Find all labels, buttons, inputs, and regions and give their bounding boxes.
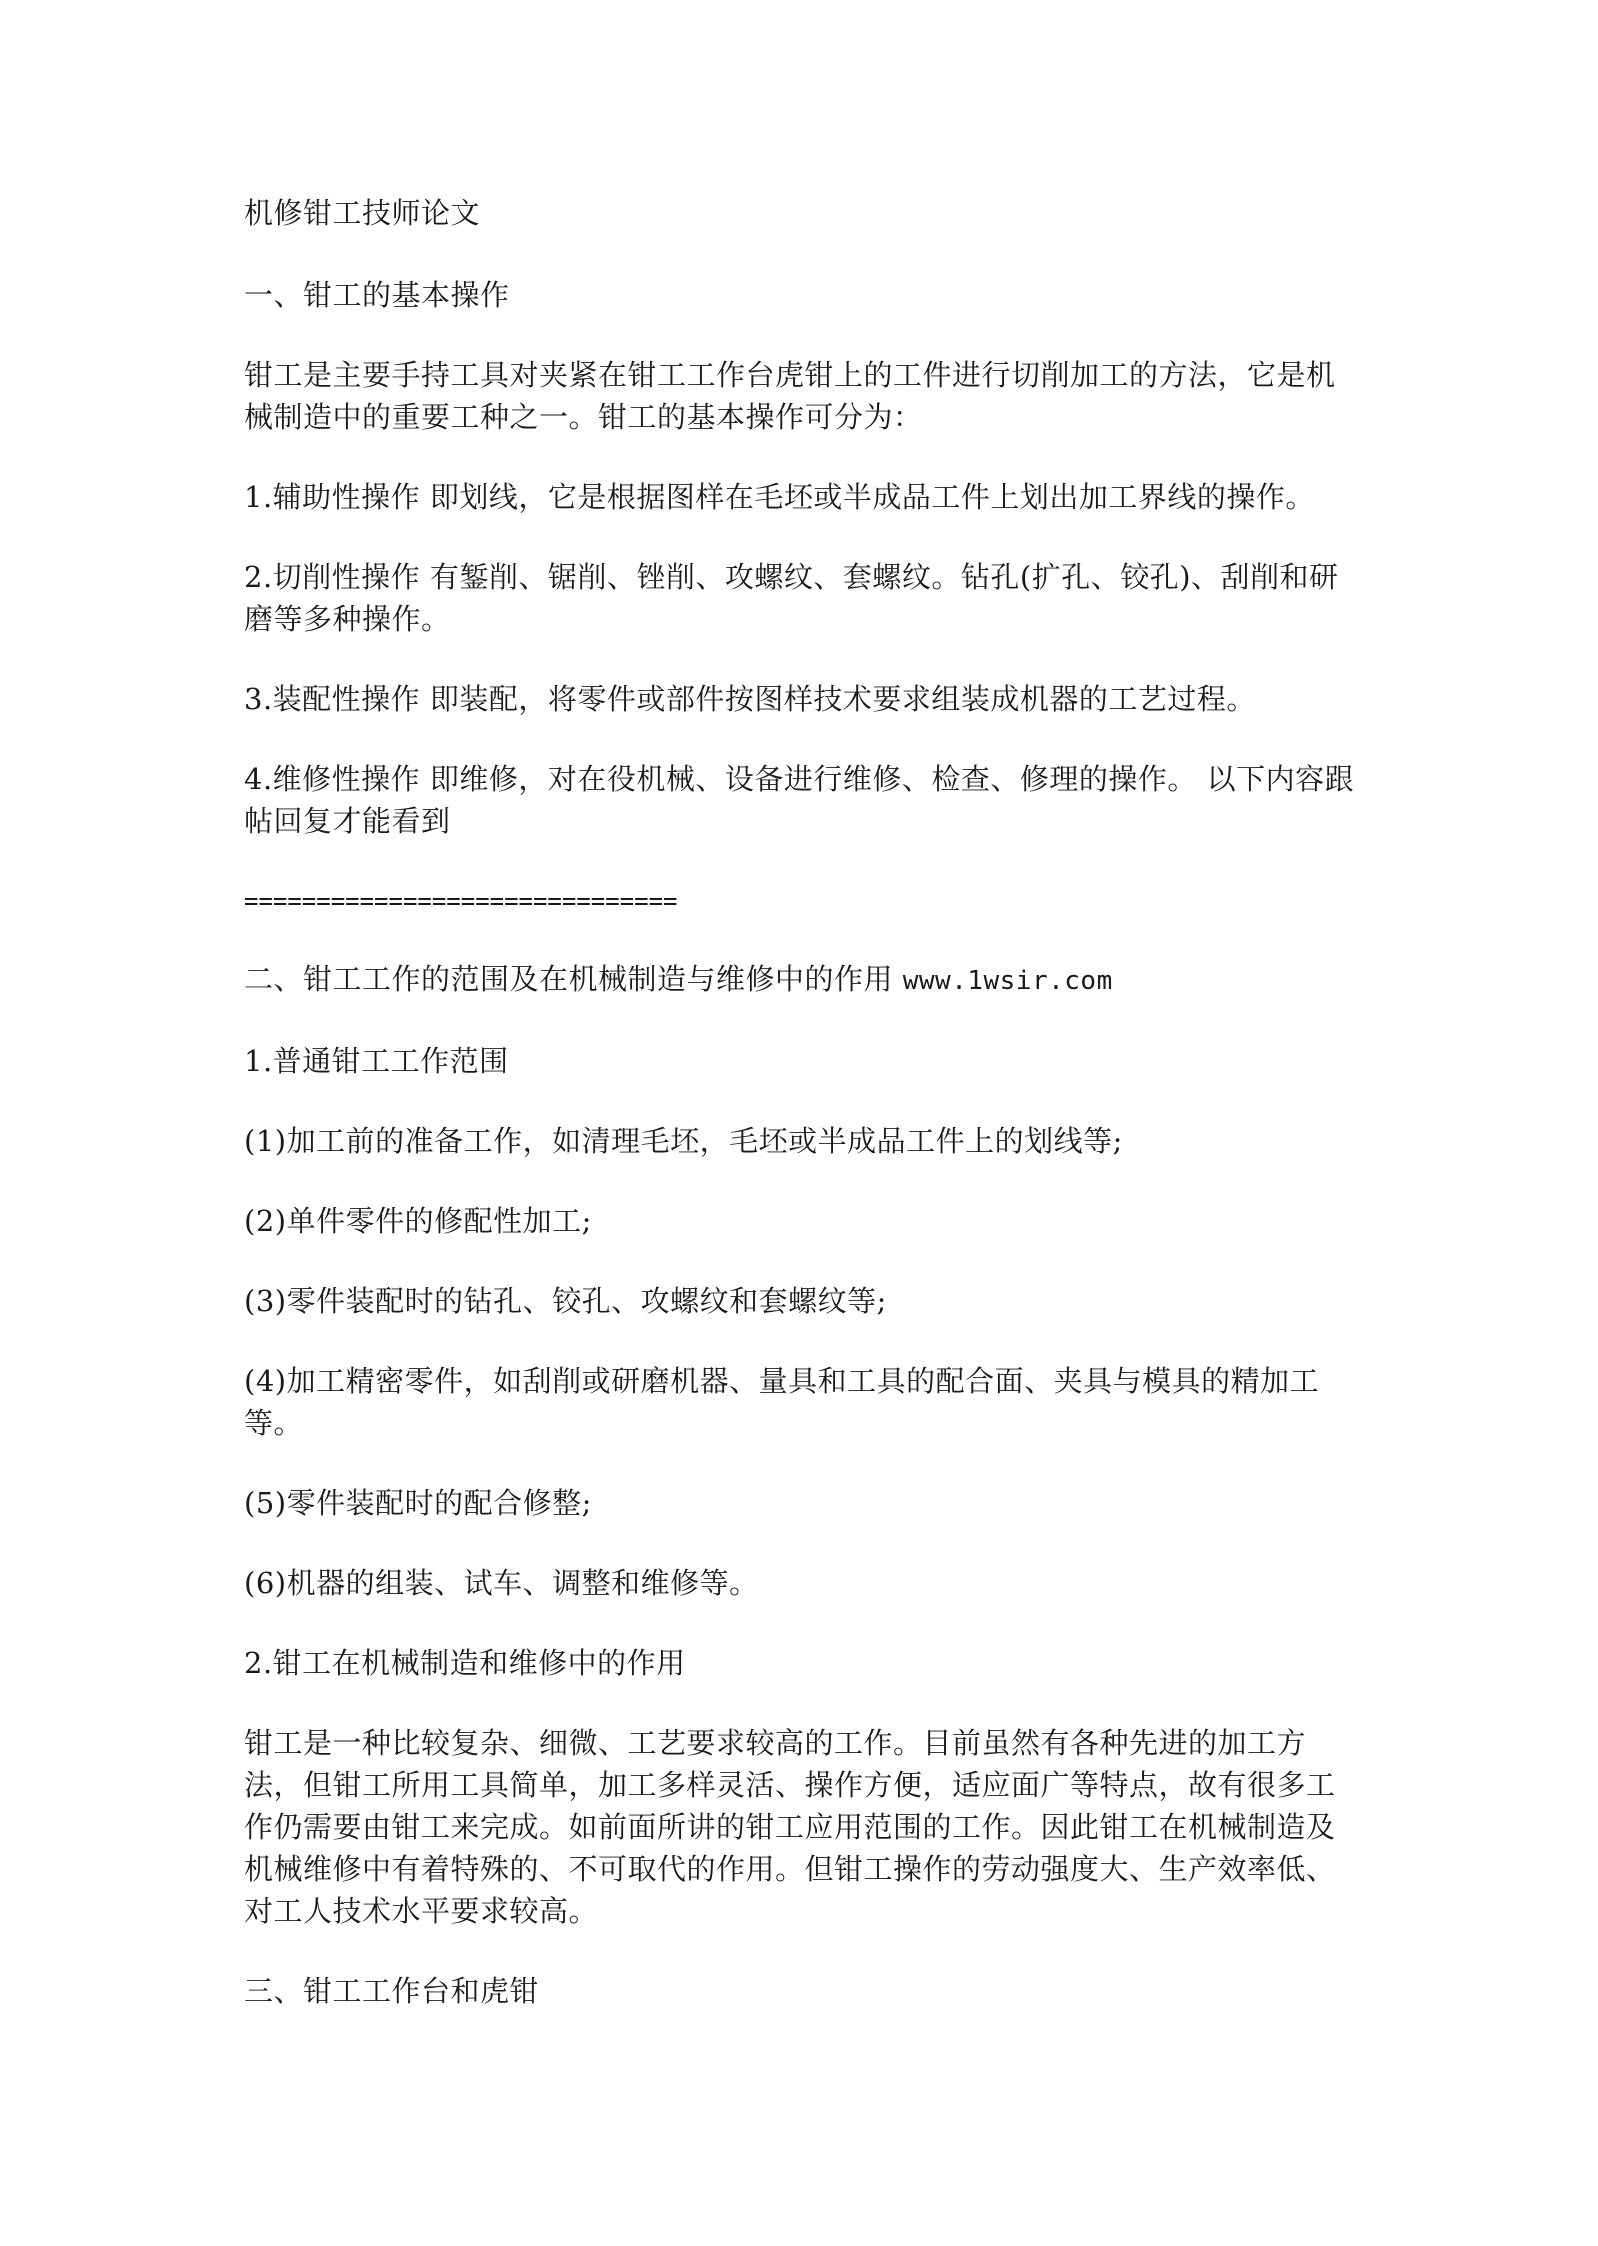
section-1-heading: 一、钳工的基本操作 — [244, 278, 510, 312]
operation-item-4: 4.维修性操作 即维修，对在役机械、设备进行维修、检查、修理的操作。 以下内容跟帖回复才能看到 — [244, 762, 1355, 838]
operation-item-2: 2.切削性操作 有錾削、锯削、锉削、攻螺纹、套螺纹。钻孔(扩孔、铰孔)、刮削和研磨等多种操作。 — [244, 560, 1339, 636]
operation-item-1: 1.辅助性操作 即划线，它是根据图样在毛坯或半成品工件上划出加工界线的操作。 — [244, 480, 1315, 514]
section-2-heading-url: www.1wsir.com — [902, 966, 1113, 996]
scope-item-4: (4)加工精密零件，如刮削或研磨机器、量具和工具的配合面、夹具与模具的精加工等。 — [244, 1364, 1320, 1440]
section-2-heading — [244, 958, 1364, 1002]
section-2-sub-2: 2.钳工在机械制造和维修中的作用 — [244, 1646, 686, 1680]
scope-item-6: (6)机器的组装、试车、调整和维修等。 — [244, 1566, 759, 1600]
section-2-heading-text: 二、钳工工作的范围及在机械制造与维修中的作用 — [244, 962, 903, 996]
document-body — [244, 192, 1364, 2050]
scope-item-2: (2)单件零件的修配性加工; — [244, 1204, 592, 1238]
divider-line: ============================== — [244, 887, 678, 915]
section-1-intro: 钳工是主要手持工具对夹紧在钳工工作台虎钳上的工件进行切削加工的方法，它是机械制造中的重要工种之一。钳工的基本操作可分为： — [244, 358, 1336, 434]
role-paragraph: 钳工是一种比较复杂、细微、工艺要求较高的工作。目前虽然有各种先进的加工方法，但钳工所用工具简单，加工多样灵活、操作方便，适应面广等特点，故有很多工作仍需要由钳工来完成。如前面所讲的钳工应用范围的工作。因此钳工在机械制造及机械维修中有着特殊的、不可取代的作用。但钳工操作的劳动强度大、生产效率低、对工人技术水平要求较高。 — [244, 1726, 1336, 1928]
scope-item-1: (1)加工前的准备工作，如清理毛坯，毛坯或半成品工件上的划线等; — [244, 1124, 1123, 1158]
operation-item-3: 3.装配性操作 即装配，将零件或部件按图样技术要求组装成机器的工艺过程。 — [244, 682, 1256, 716]
section-2-sub-1: 1.普通钳工工作范围 — [244, 1044, 509, 1078]
section-3-heading: 三、钳工工作台和虎钳 — [244, 1974, 540, 2008]
scope-item-3: (3)零件装配时的钻孔、铰孔、攻螺纹和套螺纹等; — [244, 1284, 887, 1318]
scope-item-5: (5)零件装配时的配合修整; — [244, 1486, 592, 1520]
document-title: 机修钳工技师论文 — [244, 196, 481, 230]
